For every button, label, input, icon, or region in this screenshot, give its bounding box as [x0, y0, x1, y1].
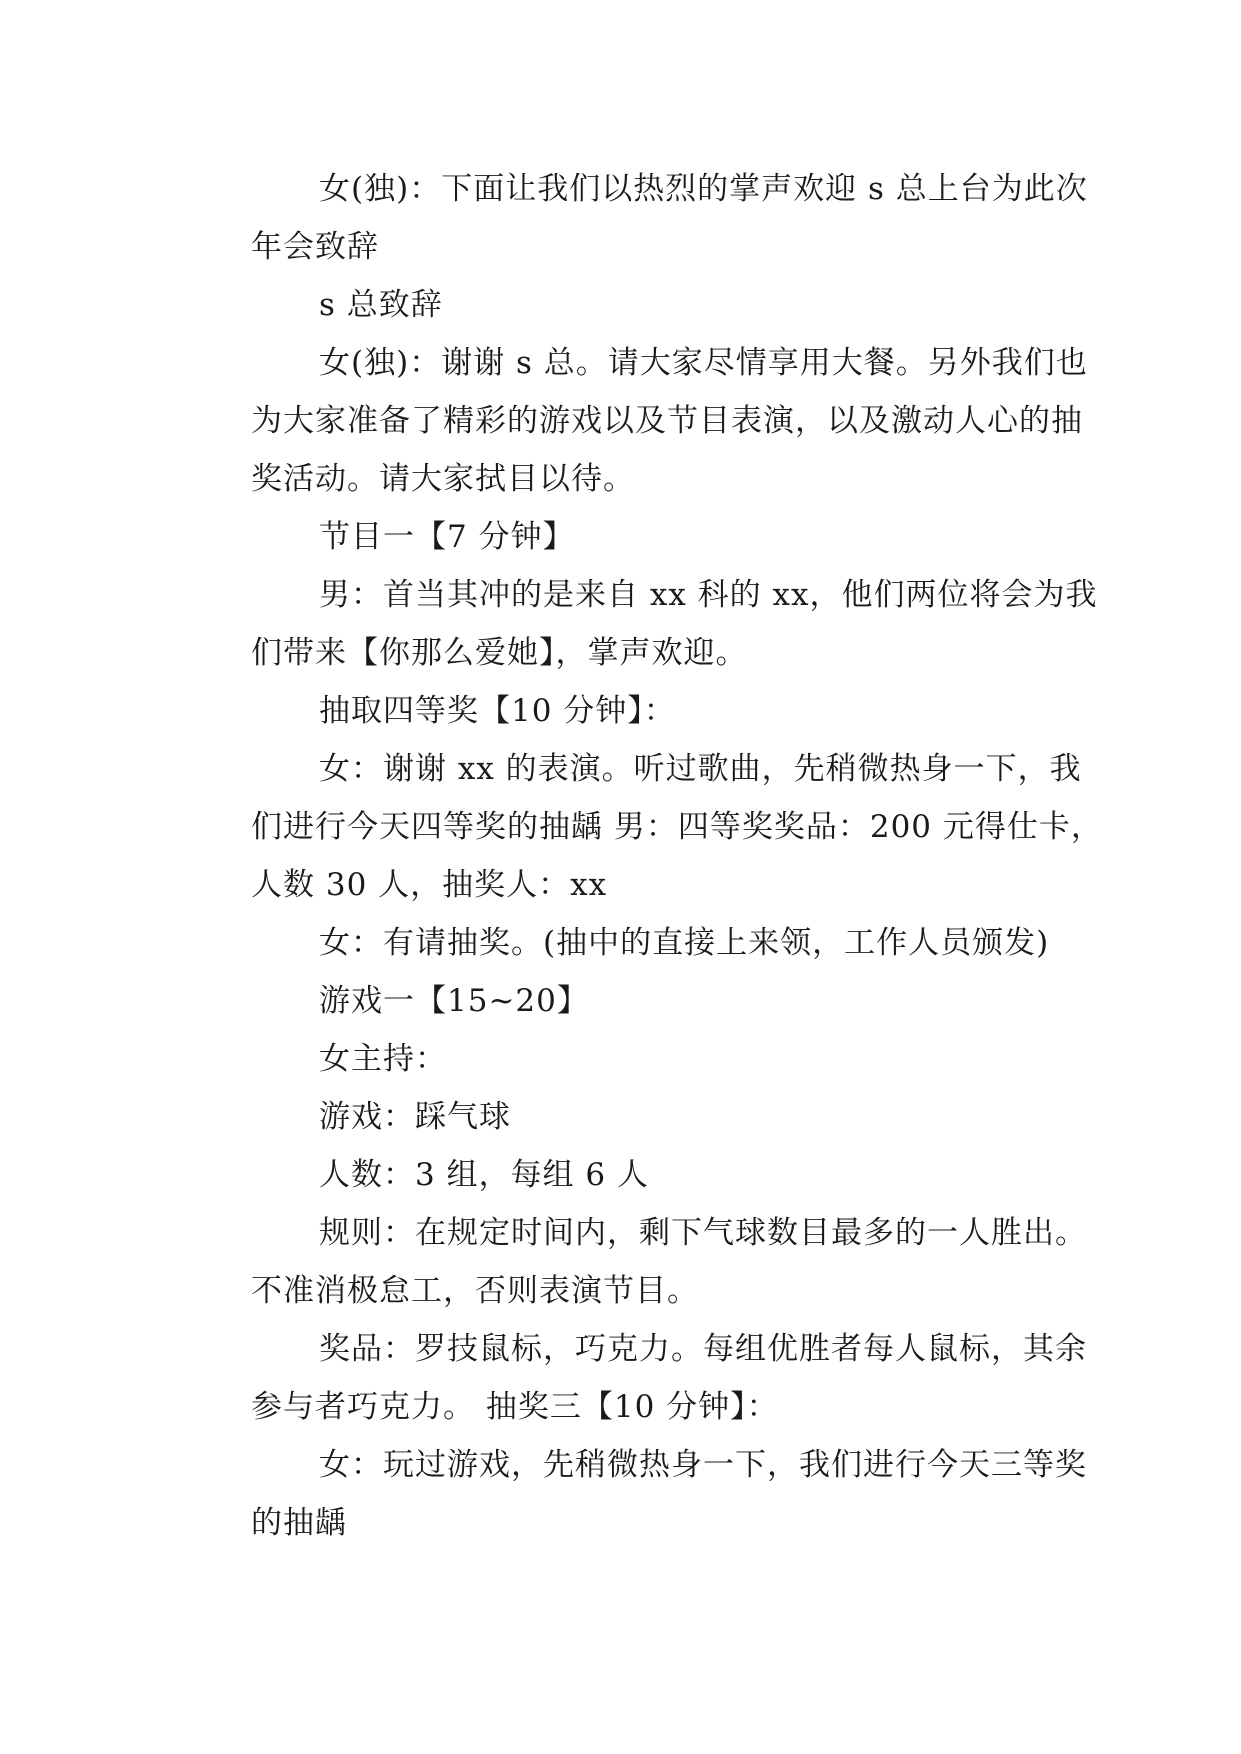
paragraph: [189, 1030, 1069, 1088]
text-line: s 总致辞: [319, 287, 443, 323]
paragraph: [189, 1146, 1069, 1204]
text-line: 们带来【你那么爱她】，掌声欢迎。: [251, 635, 748, 671]
text-line: 男：首当其冲的是来自 xx 科的 xx，他们两位将会为我: [319, 577, 1098, 613]
text-line: 奖活动。请大家拭目以待。: [251, 461, 635, 497]
text-line: 抽取四等奖【10 分钟】：: [319, 693, 676, 729]
text-line: 奖品：罗技鼠标，巧克力。每组优胜者每人鼠标，其余: [319, 1331, 1087, 1367]
paragraph: [189, 1320, 1087, 1436]
text-line: 游戏一【15~20】: [319, 983, 589, 1019]
paragraph: [189, 276, 1069, 334]
text-line: 的抽龋: [251, 1505, 347, 1541]
text-line: 参与者巧克力。 抽奖三【10 分钟】：: [251, 1389, 779, 1425]
text-line: 为大家准备了精彩的游戏以及节目表演，以及激动人心的抽: [251, 403, 1083, 439]
text-line: 节目一【7 分钟】: [319, 519, 575, 555]
paragraph: [189, 566, 1098, 682]
paragraph: [189, 682, 1069, 740]
text-line: 人数：3 组，每组 6 人: [319, 1157, 650, 1193]
text-line: 规则：在规定时间内，剩下气球数目最多的一人胜出。: [319, 1215, 1087, 1251]
paragraph: [189, 914, 1069, 972]
text-line: 不准消极怠工，否则表演节目。: [251, 1273, 699, 1309]
paragraph: [189, 740, 1103, 914]
text-line: 女：谢谢 xx 的表演。听过歌曲，先稍微热身一下，我: [319, 751, 1082, 787]
text-line: 女主持：: [319, 1041, 447, 1077]
paragraph: [189, 972, 1069, 1030]
paragraph: [189, 1436, 1087, 1552]
paragraph: [189, 334, 1088, 508]
document-page: [189, 160, 1103, 1552]
text-line: 年会致辞: [251, 229, 379, 265]
paragraph: [189, 1088, 1069, 1146]
paragraph: [189, 160, 1088, 276]
text-line: 女：玩过游戏，先稍微热身一下，我们进行今天三等奖: [319, 1447, 1087, 1483]
text-line: 们进行今天四等奖的抽龋 男：四等奖奖品：200 元得仕卡，: [251, 809, 1103, 845]
paragraph: [189, 508, 1069, 566]
text-line: 游戏：踩气球: [319, 1099, 511, 1135]
paragraph: [189, 1204, 1087, 1320]
text-line: 女：有请抽奖。(抽中的直接上来领，工作人员颁发): [319, 925, 1050, 961]
text-line: 女(独)：谢谢 s 总。请大家尽情享用大餐。另外我们也: [319, 345, 1088, 381]
text-line: 人数 30 人，抽奖人：xx: [251, 867, 608, 903]
text-line: 女(独)：下面让我们以热烈的掌声欢迎 s 总上台为此次: [319, 171, 1088, 207]
